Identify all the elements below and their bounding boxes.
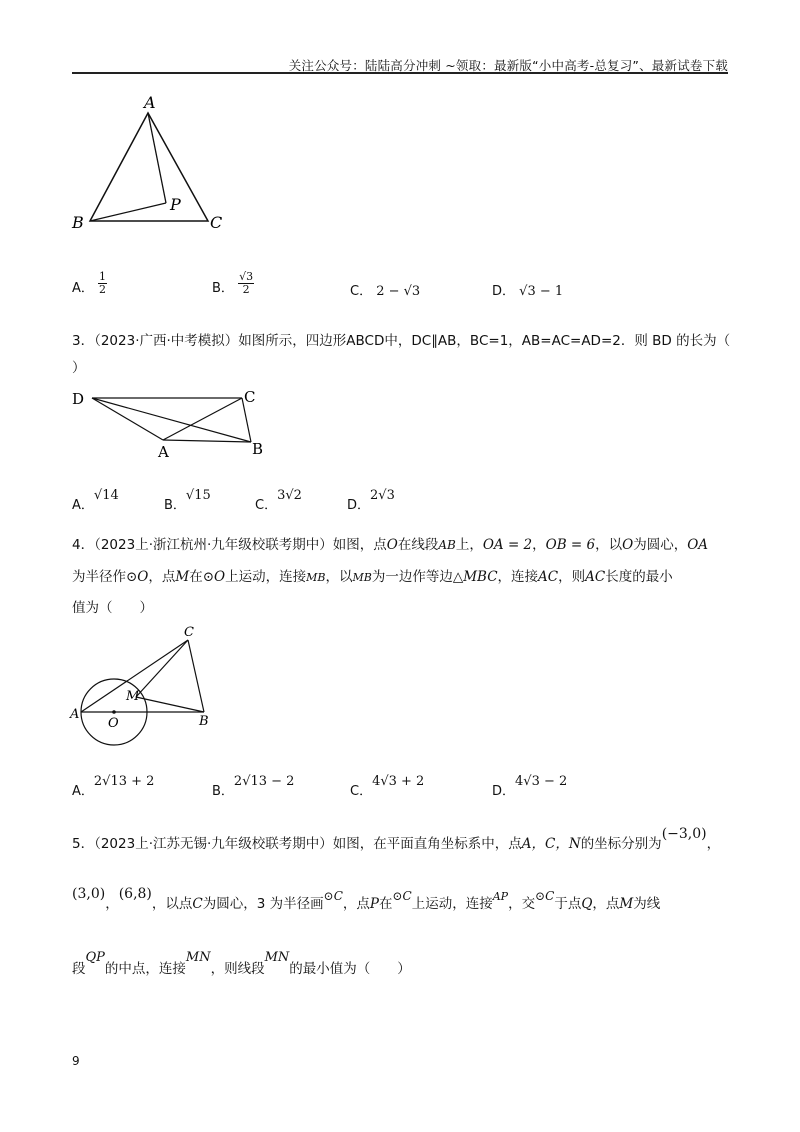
q4-segment-cb: [188, 640, 204, 712]
q4-option-c-label: C．: [350, 784, 373, 799]
q4-text: ，以: [325, 569, 353, 585]
q2-option-a-numerator: 1: [99, 270, 107, 283]
q5-stem-line2: [72, 886, 661, 916]
q4-text: ，: [532, 537, 546, 553]
q2-option-b-denominator: 2: [242, 283, 250, 296]
q5-stem-line1: [72, 826, 721, 855]
q3-option-c-label: C．: [255, 498, 278, 513]
q3-label-b: B: [252, 440, 264, 458]
q4-option-d-value: 4√3 − 2: [515, 774, 568, 789]
q4-option-a[interactable]: [72, 774, 155, 799]
q3-segment-ab: [163, 440, 251, 442]
q2-triangle-abc: [90, 113, 208, 221]
page-number: 9: [72, 1054, 80, 1068]
q3-option-a[interactable]: [72, 488, 119, 513]
q4-label-m: M: [126, 689, 140, 704]
q3-label-c: C: [244, 388, 256, 406]
q3-option-a-label: A．: [72, 498, 94, 513]
q3-option-b[interactable]: [164, 488, 211, 513]
q2-option-c-value: 2 − √3: [376, 284, 421, 299]
q5-var-m: M: [619, 896, 634, 912]
q4-text: 长度的最小: [605, 569, 673, 585]
page-header: 关注公众号：陆陆高分冲刺 ~领取：最新版“小中高考-总复习”、最新试卷下载: [288, 58, 728, 73]
q5-points-acn: A，C，N: [521, 836, 581, 852]
header-rule: [72, 72, 728, 74]
q2-option-a-denominator: 2: [99, 283, 107, 296]
q2-option-b-value: [238, 271, 254, 296]
q2-option-b-numerator: √3: [239, 270, 254, 283]
q4-circle-o: ⊙O: [126, 569, 149, 585]
q3-option-b-value: √15: [185, 488, 211, 503]
q3-stem-line2: ）: [72, 360, 86, 376]
q5-coord-a: (−3,0): [661, 826, 707, 842]
q4-option-d-label: D．: [492, 784, 516, 799]
q5-text: ，以点: [151, 896, 193, 912]
q5-var-q: Q: [581, 896, 593, 912]
q4-option-c-value: 4√3 + 2: [372, 774, 425, 789]
q5-text: ，: [105, 896, 119, 912]
q2-option-d-value: √3 − 1: [519, 284, 564, 299]
q5-text: 的坐标分别为: [580, 836, 662, 852]
q3-option-c-value: 3√2: [277, 488, 302, 503]
q2-option-a-label: A．: [72, 281, 94, 296]
q2-label-b: B: [72, 213, 84, 232]
q4-text: 为圆心，: [633, 537, 688, 553]
q4-text: 在线段: [397, 537, 439, 553]
q4-label-a: A: [70, 707, 80, 722]
q3-option-d-value: 2√3: [370, 488, 395, 503]
q4-stem-line1: [72, 534, 708, 556]
q4-option-b-label: B．: [212, 784, 234, 799]
q3-stem-line1: 3．（2023·广西·中考模拟）如图所示，四边形ABCD中，DC∥AB，BC=1，AB=AC=AD=2．则 BD 的长为（: [72, 333, 731, 349]
q4-triangle-mbc: △MBC: [452, 569, 498, 585]
q2-label-c: C: [210, 213, 223, 232]
q4-figure: [66, 622, 226, 757]
q5-var-p: P: [369, 896, 379, 912]
q5-text: 的最小值为（ ）: [289, 961, 411, 977]
q4-option-c[interactable]: [350, 774, 425, 799]
q3-option-d[interactable]: [347, 488, 395, 513]
q5-text: ，则线段: [210, 961, 265, 977]
q4-text: 在: [189, 569, 203, 585]
q4-text: 4．（2023上·浙江杭州·九年级校联考期中）如图，点: [72, 537, 387, 553]
q4-var-ac: AC: [585, 569, 606, 585]
q4-var-o: O: [386, 537, 398, 553]
q4-text: ，则: [558, 569, 586, 585]
q4-stem-line3: 值为（ ）: [72, 600, 153, 616]
q5-text: 于点: [554, 896, 582, 912]
q4-option-b-value: 2√13 − 2: [233, 774, 295, 789]
q4-circle-o: ⊙O: [202, 569, 226, 585]
q3-label-d: D: [72, 390, 85, 408]
q3-option-d-label: D．: [347, 498, 371, 513]
q4-text: 为半径作: [72, 569, 126, 585]
q5-stem-line3: [72, 950, 411, 981]
q2-option-b[interactable]: [212, 270, 254, 296]
q4-var-o: O: [622, 537, 634, 553]
q4-var-ab: AB: [438, 538, 456, 552]
q2-option-a[interactable]: [72, 270, 107, 296]
q3-option-b-label: B．: [164, 498, 186, 513]
q2-option-c-label: C．: [350, 284, 373, 299]
q4-option-a-label: A．: [72, 784, 94, 799]
q5-text: 为线: [633, 896, 661, 912]
q4-eq-oa: OA = 2: [482, 537, 533, 553]
q4-text: 上，: [455, 537, 483, 553]
q5-var-c: C: [192, 896, 203, 912]
q4-var-mb: MB: [306, 571, 326, 584]
q5-text: 段: [72, 961, 86, 977]
q4-eq-ob: OB = 6: [545, 537, 596, 553]
q5-text: ，点: [592, 896, 620, 912]
q5-text: 上运动，连接: [411, 896, 493, 912]
q4-text: ，点: [148, 569, 176, 585]
q2-label-a: A: [144, 93, 156, 112]
q5-var-mn: MN: [185, 950, 211, 965]
q4-label-c: C: [184, 625, 194, 640]
q5-text: 为圆心，3 为半径画: [202, 896, 324, 912]
q4-option-d[interactable]: [492, 774, 568, 799]
q2-segment-ap: [148, 113, 166, 203]
q4-text: 为一边作等边: [371, 569, 453, 585]
q3-option-c[interactable]: [255, 488, 302, 513]
q5-text: ，交: [508, 896, 536, 912]
q4-stem-line2: [72, 566, 673, 589]
q2-option-c[interactable]: [350, 280, 420, 299]
q5-circle-c: ⊙C: [323, 889, 343, 903]
q3-figure: [70, 385, 270, 460]
q2-option-d-label: D．: [492, 284, 516, 299]
q5-var-qp: QP: [85, 950, 105, 965]
q2-label-p: P: [170, 195, 181, 214]
q3-label-a: A: [158, 443, 169, 460]
q4-option-b[interactable]: [212, 774, 295, 799]
q4-var-m: M: [175, 569, 190, 585]
q4-var-oa: OA: [687, 537, 709, 553]
q4-center-dot: [112, 710, 116, 714]
q2-segment-bp: [90, 203, 166, 221]
q5-circle-c: ⊙C: [392, 889, 412, 903]
q5-coord-c: (3,0): [72, 886, 106, 902]
q2-option-b-label: B．: [212, 281, 234, 296]
q3-segment-ac: [163, 398, 242, 440]
q3-segment-da: [92, 398, 163, 440]
q5-text: ，: [706, 836, 721, 852]
q5-text: 的中点，连接: [104, 961, 186, 977]
q5-text: 5．（2023上·江苏无锡·九年级校联考期中）如图，在平面直角坐标系中，点: [72, 836, 522, 852]
q3-option-a-value: √14: [93, 488, 119, 503]
q5-var-ap: AP: [492, 890, 509, 903]
q4-option-a-value: 2√13 + 2: [93, 774, 155, 789]
q5-text: 在: [378, 896, 393, 912]
q5-text: ，点: [342, 896, 370, 912]
q2-figure: [60, 88, 240, 238]
q4-text: ，以: [595, 537, 623, 553]
q4-segment-mc: [136, 640, 188, 697]
q4-label-o: O: [108, 716, 119, 731]
q5-circle-c: ⊙C: [535, 889, 555, 903]
q5-var-mn: MN: [264, 950, 290, 965]
q2-option-d[interactable]: [492, 280, 563, 299]
q4-var-ac: AC: [538, 569, 559, 585]
q4-var-mb: MB: [352, 571, 372, 584]
q4-text: 上运动，连接: [225, 569, 307, 585]
q4-text: ，连接: [497, 569, 539, 585]
q5-coord-n: (6,8): [118, 886, 152, 902]
q2-option-a-value: [98, 271, 107, 296]
q4-label-b: B: [199, 714, 209, 729]
